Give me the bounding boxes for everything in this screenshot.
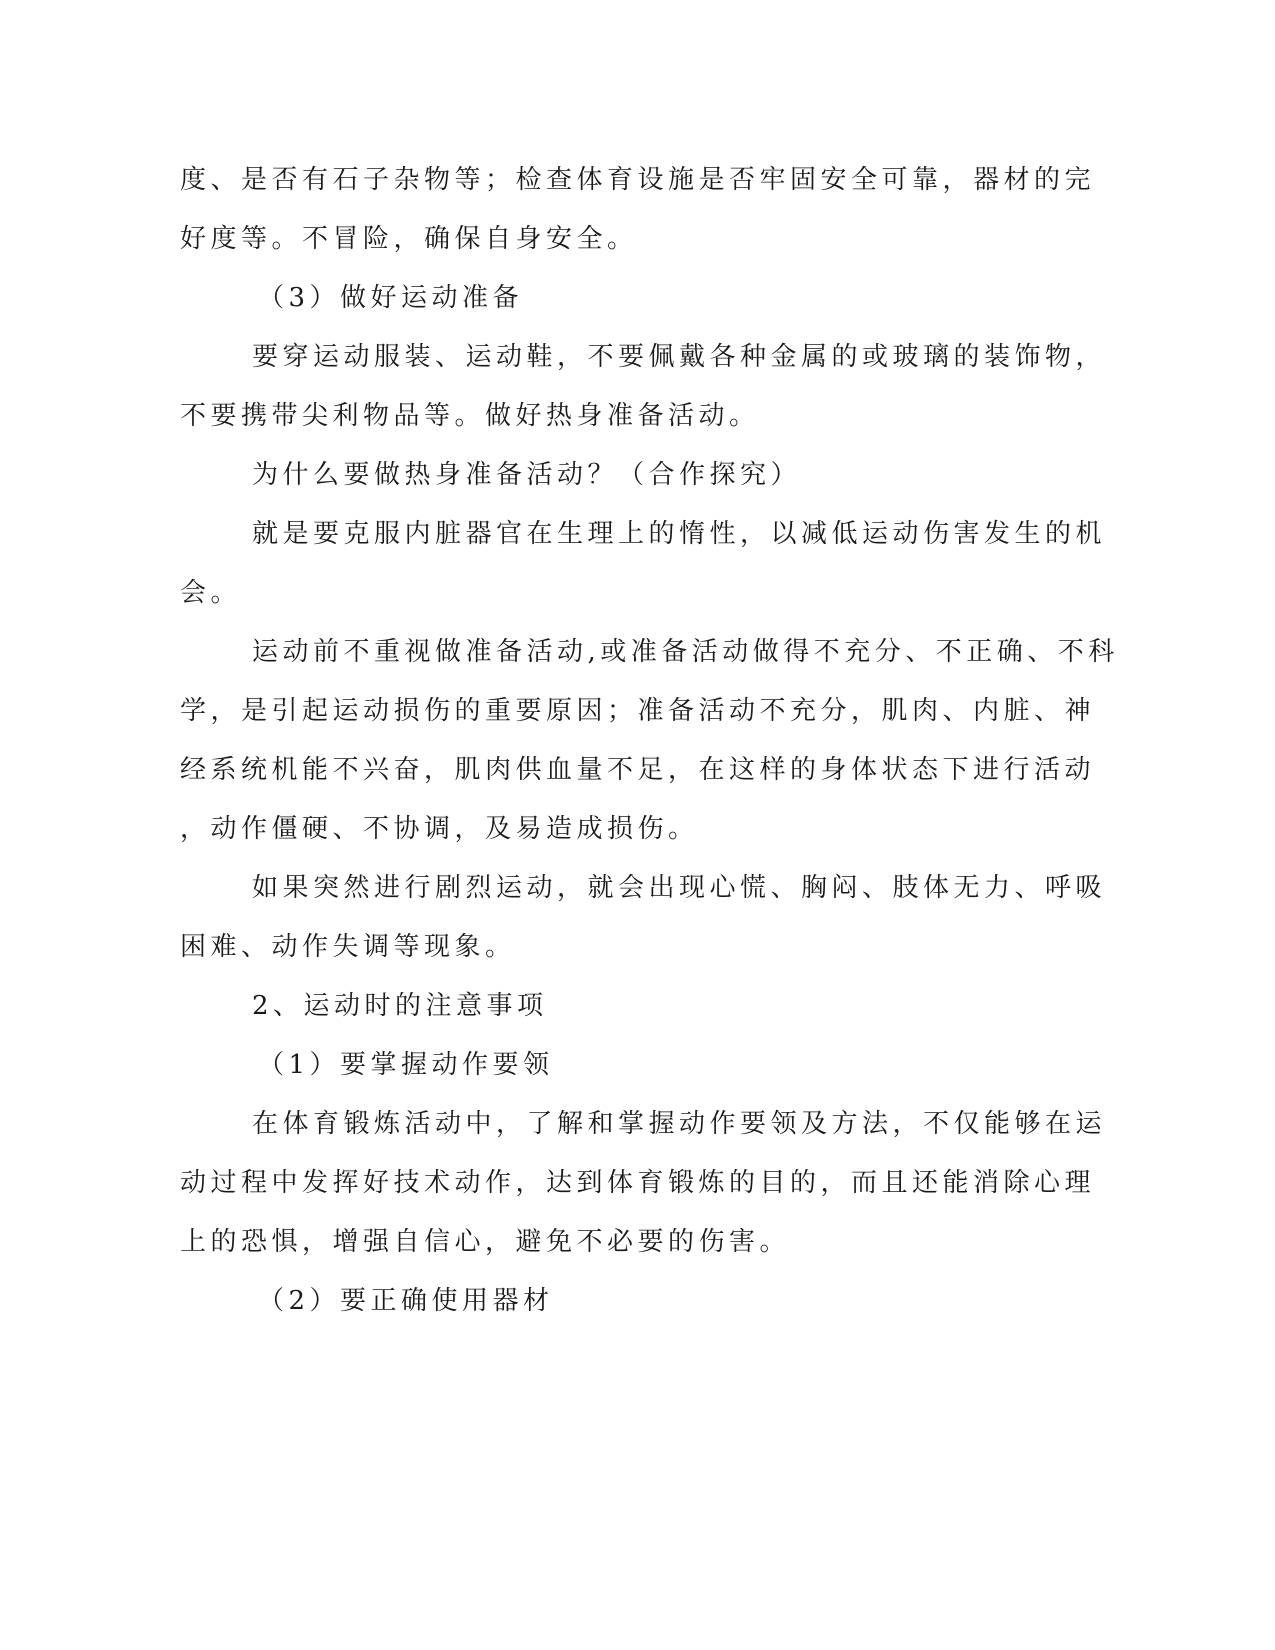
section-heading: 2、运动时的注意事项: [252, 991, 548, 1021]
text-line: 动过程中发挥好技术动作，达到体育锻炼的目的，而且还能消除心理: [180, 1168, 1096, 1198]
text-line: 好度等。不冒险，确保自身安全。: [180, 224, 638, 254]
text-line: 学，是引起运动损伤的重要原因；准备活动不充分，肌肉、内脏、神: [180, 696, 1096, 726]
text-line: 如果突然进行剧烈运动，就会出现心慌、胸闷、肢体无力、呼吸: [252, 873, 1107, 903]
text-line: 度、是否有石子杂物等；检查体育设施是否牢固安全可靠，器材的完: [180, 165, 1096, 195]
section-heading: （3）做好运动准备: [258, 283, 524, 313]
text-line: 困难、动作失调等现象。: [180, 932, 516, 962]
section-heading: （1）要掌握动作要领: [258, 1050, 554, 1080]
text-line: 会。: [180, 578, 242, 608]
text-line: 要穿运动服装、运动鞋，不要佩戴各种金属的或玻璃的装饰物，: [252, 342, 1107, 372]
text-line: 经系统机能不兴奋，肌肉供血量不足，在这样的身体状态下进行活动: [180, 755, 1096, 785]
section-heading: （2）要正确使用器材: [258, 1286, 554, 1316]
text-line: 不要携带尖利物品等。做好热身准备活动。: [180, 401, 760, 431]
text-line: ，动作僵硬、不协调，及易造成损伤。: [180, 814, 699, 844]
text-line: 在体育锻炼活动中，了解和掌握动作要领及方法，不仅能够在运: [252, 1109, 1107, 1139]
text-line: 上的恐惧，增强自信心，避免不必要的伤害。: [180, 1227, 791, 1257]
text-line: 运动前不重视做准备活动,或准备活动做得不充分、不正确、不科: [252, 637, 1119, 667]
text-line: 为什么要做热身准备活动？（合作探究）: [252, 460, 802, 490]
text-line: 就是要克服内脏器官在生理上的惰性，以减低运动伤害发生的机: [252, 519, 1107, 549]
